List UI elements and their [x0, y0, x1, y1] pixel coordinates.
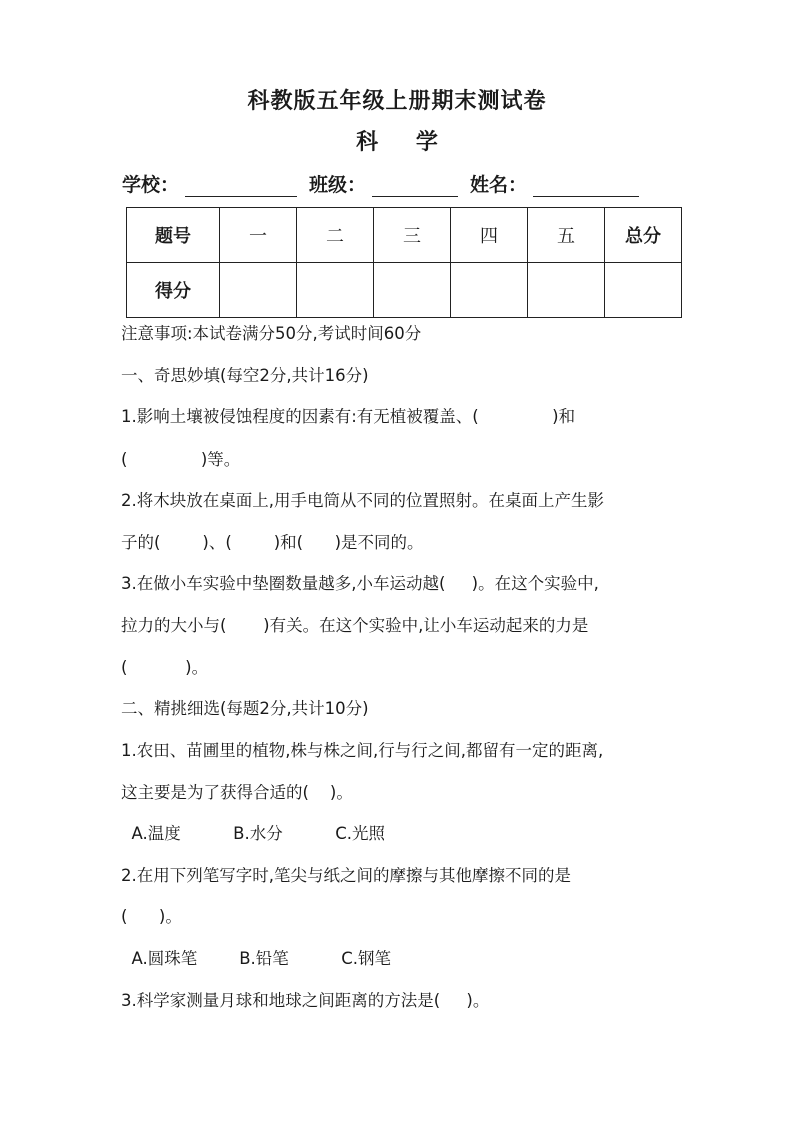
section1-q2-line1: 2.将木块放在桌面上,用手电筒从不同的位置照射。在桌面上产生影: [121, 491, 604, 510]
section1-q1-line2: ( )等。: [121, 450, 241, 469]
score-cell[interactable]: [451, 263, 528, 318]
class-field[interactable]: [372, 178, 458, 197]
section1-q2-line2: 子的( )、( )和( )是不同的。: [121, 533, 424, 552]
page-title: 科教版五年级上册期末测试卷: [247, 88, 547, 114]
column-header: 四: [451, 208, 528, 263]
subject-title: 科 学: [356, 129, 438, 155]
school-label: 学校：: [122, 174, 180, 196]
section1-q3-line2: 拉力的大小与( )有关。在这个实验中,让小车运动起来的力是: [121, 616, 589, 635]
school-field[interactable]: [185, 178, 297, 197]
section2-q2-options: A.圆珠笔 B.铅笔 C.钢笔: [121, 949, 391, 968]
score-cell-total[interactable]: [605, 263, 682, 318]
section1-heading: 一、奇思妙填(每空2分,共计16分): [121, 366, 369, 385]
score-cell[interactable]: [374, 263, 451, 318]
column-header: 一: [220, 208, 297, 263]
column-header: 三: [374, 208, 451, 263]
column-header: 五: [528, 208, 605, 263]
section2-q1-line1: 1.农田、苗圃里的植物,株与株之间,行与行之间,都留有一定的距离,: [121, 741, 604, 760]
student-info-row: [122, 170, 651, 197]
section1-q1-line1: 1.影响土壤被侵蚀程度的因素有:有无植被覆盖、( )和: [121, 407, 576, 426]
section2-q1-options: A.温度 B.水分 C.光照: [121, 824, 385, 843]
class-label: 班级：: [309, 174, 367, 196]
section1-q3-line3: ( )。: [121, 658, 209, 677]
table-row-header: [127, 208, 682, 263]
score-cell[interactable]: [297, 263, 374, 318]
column-header-total: 总分: [605, 208, 682, 263]
section2-q2-line2: ( )。: [121, 907, 182, 926]
section2-q2-line1: 2.在用下列笔写字时,笔尖与纸之间的摩擦与其他摩擦不同的是: [121, 866, 571, 885]
score-table: [126, 207, 682, 318]
column-header: 二: [297, 208, 374, 263]
score-cell[interactable]: [220, 263, 297, 318]
table-row-score: [127, 263, 682, 318]
section2-q3-line1: 3.科学家测量月球和地球之间距离的方法是( )。: [121, 991, 490, 1010]
section1-q3-line1: 3.在做小车实验中垫圈数量越多,小车运动越( )。在这个实验中,: [121, 574, 599, 593]
name-field[interactable]: [533, 178, 639, 197]
notice-text: 注意事项:本试卷满分50分,考试时间60分: [121, 324, 422, 343]
score-cell[interactable]: [528, 263, 605, 318]
section2-q1-line2: 这主要是为了获得合适的( )。: [121, 783, 353, 802]
score-label: 得分: [127, 263, 220, 318]
question-number-label: 题号: [127, 208, 220, 263]
section2-heading: 二、精挑细选(每题2分,共计10分): [121, 699, 369, 718]
name-label: 姓名：: [470, 174, 528, 196]
